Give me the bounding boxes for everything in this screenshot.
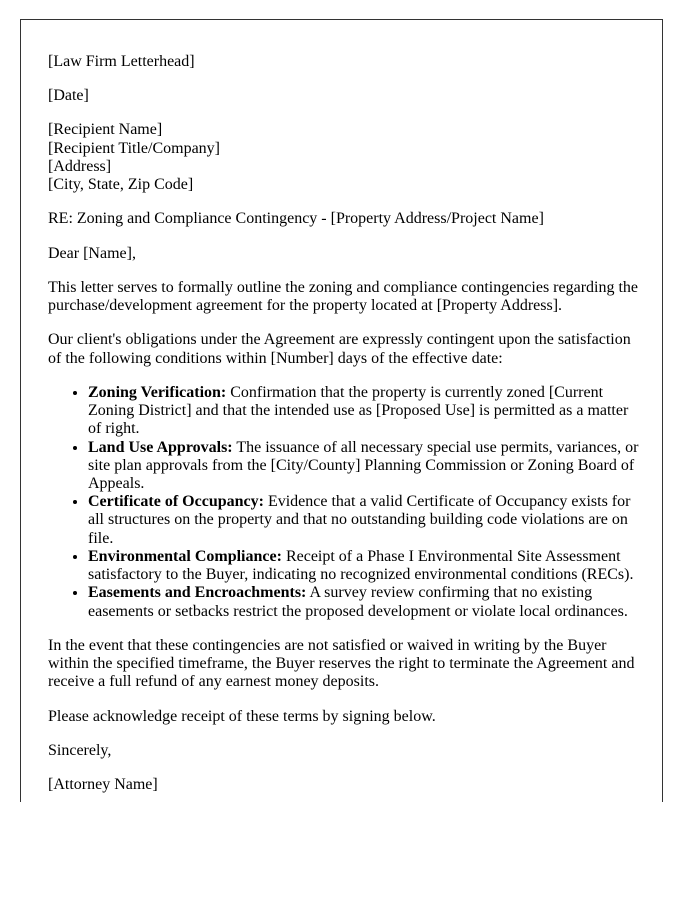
- recipient-title-company: [Recipient Title/Company]: [48, 139, 220, 157]
- list-item-certificate-of-occupancy: [88, 493, 642, 548]
- conditions-paragraph: Our client's obligations under the Agreement are expressly contingent upon the satisfaction of the following conditions within [Number] days of the effective date:: [48, 331, 631, 367]
- re-line: RE: Zoning and Compliance Contingency - [Property Address/Project Name]: [48, 210, 544, 228]
- list-item-label: Certificate of Occupancy:: [88, 493, 264, 511]
- recipient-block: [48, 121, 642, 194]
- contingency-list: [48, 384, 642, 621]
- list-item-text: The issuance of all necessary special use permits, variances, or site plan approvals from the [City/County] Planning Commission or Zoning Board of Appeals.: [88, 438, 639, 492]
- recipient-city-state-zip: [City, State, Zip Code]: [48, 176, 194, 194]
- recipient-name: [Recipient Name]: [48, 121, 163, 139]
- list-item-label: Zoning Verification:: [88, 383, 227, 401]
- list-item-text: Confirmation that the property is currently zoned [Current Zoning District] and that the intended use as [Proposed Use] is permitted as a matter of right.: [88, 383, 629, 438]
- closing: Sincerely,: [48, 741, 112, 759]
- salutation: Dear [Name],: [48, 244, 136, 262]
- list-item-label: Land Use Approvals:: [88, 438, 233, 456]
- list-item-easements-encroachments: [88, 584, 642, 620]
- signature-name: [Attorney Name]: [48, 776, 158, 794]
- list-item-label: Easements and Encroachments:: [88, 584, 307, 602]
- date-line: [Date]: [48, 87, 89, 105]
- list-item-text: Receipt of a Phase I Environmental Site Assessment satisfactory to the Buyer, indicating no recognized environmental conditions (RECs).: [88, 547, 634, 584]
- list-item-text: A survey review confirming that no existing easements or setbacks restrict the proposed development or violate local ordinances.: [88, 584, 628, 620]
- list-item-environmental-compliance: [88, 548, 642, 584]
- letterhead: [Law Firm Letterhead]: [48, 53, 195, 70]
- intro-paragraph: This letter serves to formally outline the zoning and compliance contingencies regarding the purchase/development agreement for the property located at [Property Address].: [48, 278, 639, 315]
- list-item-land-use-approvals: [88, 439, 642, 494]
- list-item-zoning-verification: [88, 384, 642, 439]
- acknowledge-paragraph: Please acknowledge receipt of these terms by signing below.: [48, 707, 436, 725]
- letter-document: [20, 19, 663, 802]
- recipient-address: [Address]: [48, 157, 112, 175]
- termination-paragraph: In the event that these contingencies are not satisfied or waived in writing by the Buyer within the specified timeframe, the Buyer reserves the right to terminate the Agreement and receive a full refund of any earnest money deposits.: [48, 636, 635, 691]
- list-item-text: Evidence that a valid Certificate of Occupancy exists for all structures on the property and that no outstanding building code violations are on file.: [88, 493, 631, 547]
- list-item-label: Environmental Compliance:: [88, 547, 282, 565]
